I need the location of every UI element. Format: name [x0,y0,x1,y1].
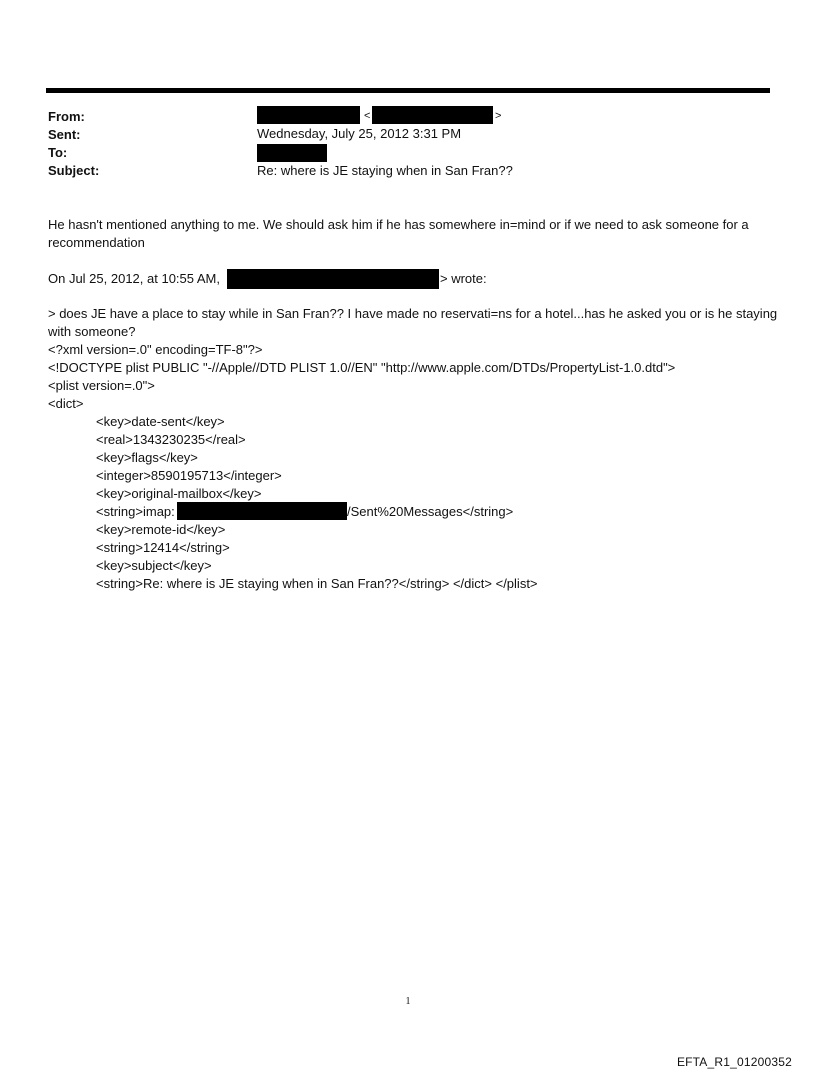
plist-dict-open: <dict> [48,396,84,411]
plist-key-original-mailbox: <key>original-mailbox</key> [96,486,262,501]
quoted-text: > does JE have a place to stay while in San Fran?? I have made no reservati=ns for a hotel...has he asked you or is he staying with someone? [48,306,778,339]
from-label: From: [48,109,85,124]
quote-sender-redaction [227,269,439,289]
sent-label: Sent: [48,127,81,142]
subject-label: Subject: [48,163,100,178]
from-email-redaction [372,106,493,124]
imap-mailbox-redaction [177,502,347,520]
plist-string-subject-close: <string>Re: where is JE staying when in San Fran??</string> </dict> </plist> [96,576,538,591]
plist-xml-declaration: <?xml version=.0" encoding=TF-8"?> [48,342,263,357]
to-redaction [257,144,327,162]
quote-intro-prefix: On Jul 25, 2012, at 10:55 AM, [48,271,221,286]
plist-real-value: <real>1343230235</real> [96,432,246,447]
to-label: To: [48,145,68,160]
from-name-redaction [257,106,360,124]
plist-key-date-sent: <key>date-sent</key> [96,414,225,429]
reply-text: He hasn't mentioned anything to me. We should ask him if he has somewhere in=mind or if we need to ask someone for a recommendation [48,217,749,250]
plist-key-remote-id: <key>remote-id</key> [96,522,226,537]
plist-string-imap-prefix: <string>imap: [96,504,175,519]
plist-doctype: <!DOCTYPE plist PUBLIC "-//Apple//DTD PLIST 1.0//EN" "http://www.apple.com/DTDs/PropertyList-1.0.dtd"> [48,360,676,375]
quote-intro-suffix: > wrote: [440,271,487,286]
bates-number: EFTA_R1_01200352 [676,1055,792,1069]
from-close-bracket: > [495,110,502,122]
subject-value: Re: where is JE staying when in San Fran?? [257,163,513,178]
sent-value: Wednesday, July 25, 2012 3:31 PM [257,126,462,141]
plist-key-flags: <key>flags</key> [96,450,198,465]
from-open-bracket: < [364,110,371,122]
plist-open: <plist version=.0"> [48,378,155,393]
plist-string-imap-suffix: /Sent%20Messages</string> [347,504,514,519]
header-divider [46,88,770,93]
plist-string-remote-id: <string>12414</string> [96,540,230,555]
plist-key-subject: <key>subject</key> [96,558,212,573]
page-number: 1 [405,996,411,1007]
plist-integer-value: <integer>8590195713</integer> [96,468,282,483]
